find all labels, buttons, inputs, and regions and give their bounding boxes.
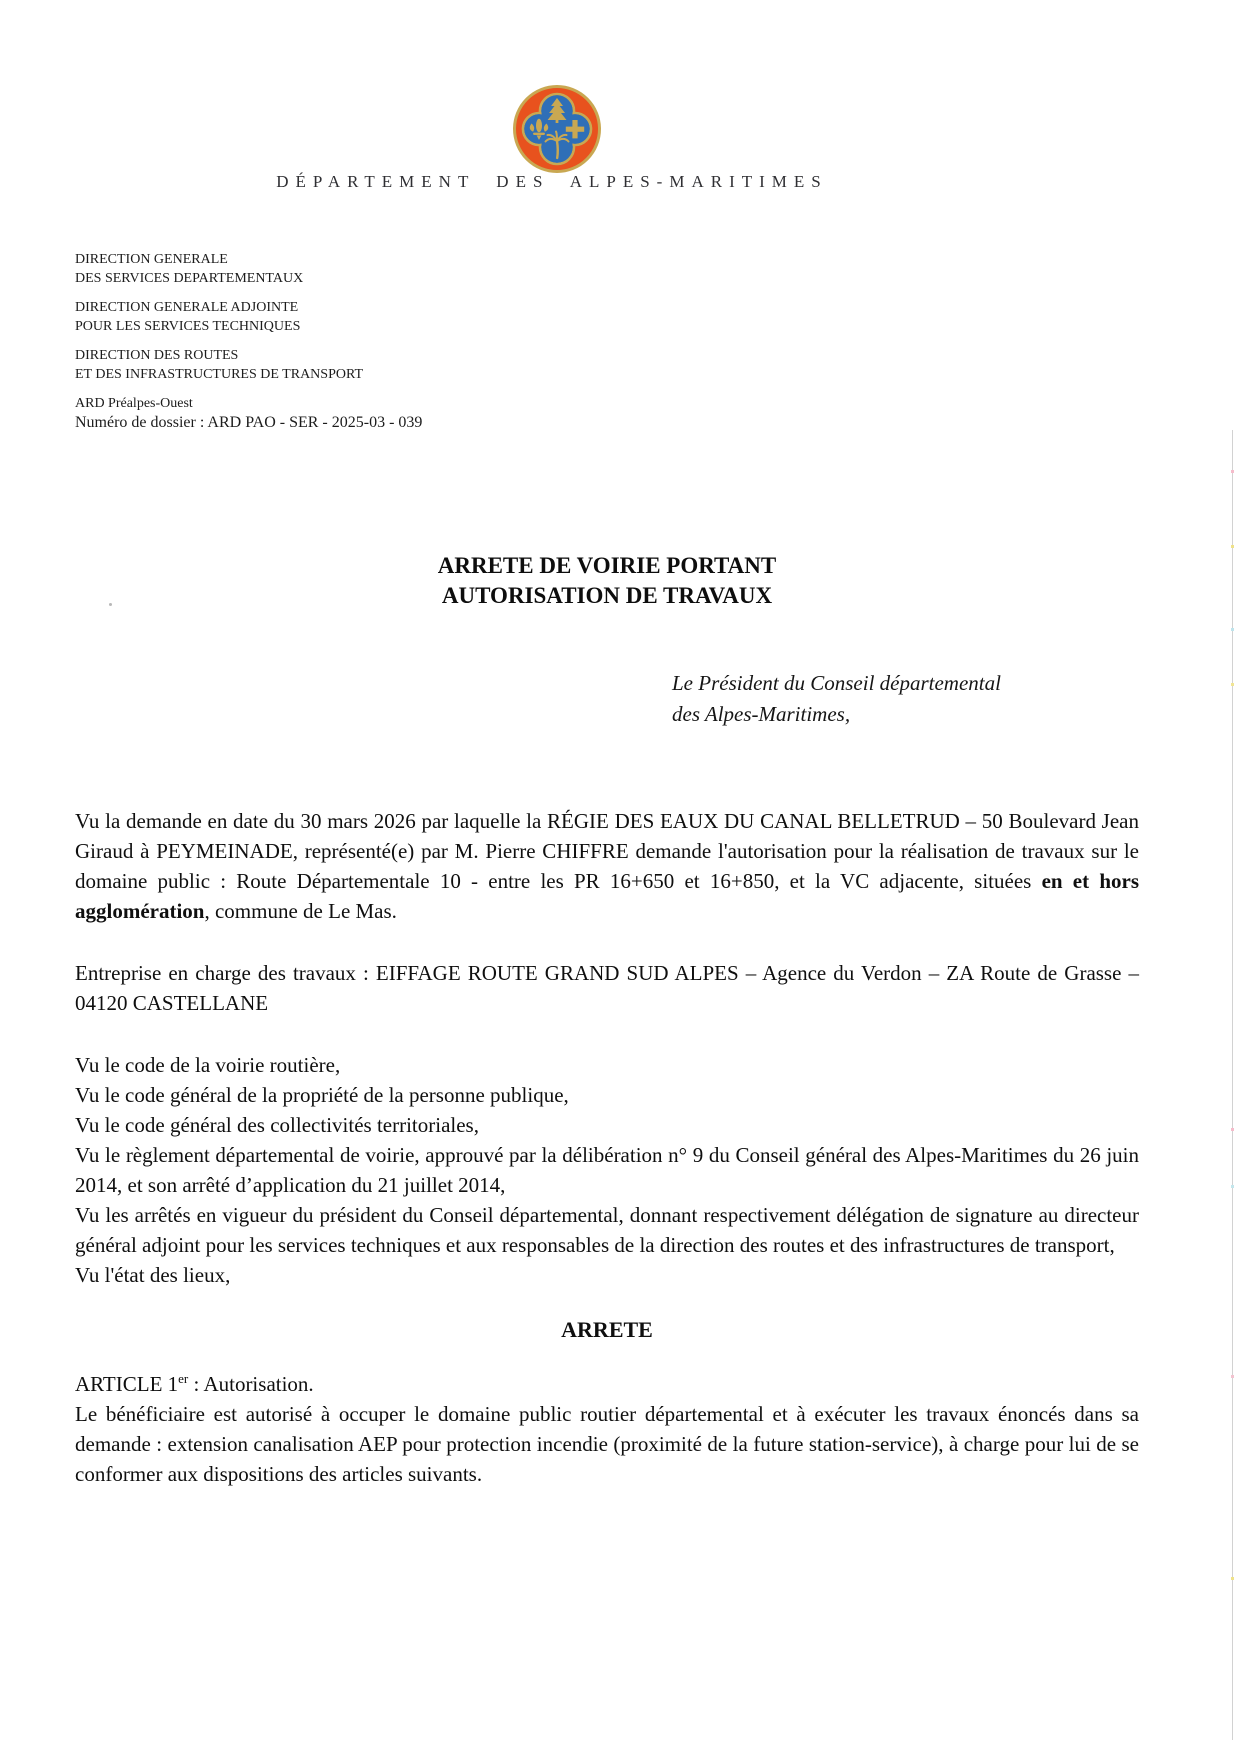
letterhead-block-direction-routes bbox=[75, 346, 535, 384]
article1-label-superscript: er bbox=[178, 1371, 189, 1386]
scan-artifact bbox=[1231, 1185, 1234, 1188]
letterhead-line: DIRECTION GENERALE ADJOINTE bbox=[75, 300, 299, 315]
request-paragraph bbox=[75, 806, 1139, 926]
scan-artifact bbox=[1231, 1577, 1234, 1580]
letterhead-block-direction-generale bbox=[75, 250, 535, 288]
letterhead-line: POUR LES SERVICES TECHNIQUES bbox=[75, 319, 301, 334]
salutation-line1: Le Président du Conseil départemental bbox=[672, 671, 1001, 695]
dossier-number: Numéro de dossier : ARD PAO - SER - 2025-03 - 039 bbox=[75, 414, 423, 431]
vu-item: Vu le code de la voirie routière, bbox=[75, 1053, 341, 1077]
article1-label-suffix: : Autorisation. bbox=[188, 1372, 314, 1396]
scan-page-edge-line bbox=[1232, 430, 1233, 1740]
vu-item: Vu l'état des lieux, bbox=[75, 1263, 231, 1287]
vu-item: Vu le code général des collectivités territoriales, bbox=[75, 1113, 479, 1137]
vu-block bbox=[75, 1050, 1139, 1290]
department-emblem bbox=[512, 84, 602, 174]
request-paragraph-bold: en et hors agglomération bbox=[75, 869, 1139, 923]
scan-artifact bbox=[1231, 683, 1234, 686]
body-text bbox=[75, 806, 1139, 1489]
vu-item: Vu le code général de la propriété de la personne publique, bbox=[75, 1083, 569, 1107]
document-title-line1: ARRETE DE VOIRIE PORTANT bbox=[437, 553, 777, 578]
document-title-line2: AUTORISATION DE TRAVAUX bbox=[441, 583, 773, 608]
request-paragraph-pre: Vu la demande en date du 30 mars 2026 par laquelle la RÉGIE DES EAUX DU CANAL BELLETRUD – 50 Boulevard Jean Giraud à PEYMEINADE, représenté(e) par M. Pierre CHIFFRE demande l'autorisation pour la réalisation de travaux sur le domaine public : Route Départementale 10 - entre les PR 16+650 et 16+850, et la VC adjacente, situées bbox=[75, 809, 1139, 893]
article1-label-prefix: ARTICLE 1 bbox=[75, 1372, 179, 1396]
letterhead-line: ET DES INFRASTRUCTURES DE TRANSPORT bbox=[75, 367, 364, 382]
document-title bbox=[75, 551, 1139, 611]
salutation bbox=[672, 668, 1132, 730]
scan-artifact bbox=[1231, 1375, 1234, 1378]
scan-artifact bbox=[1231, 545, 1234, 548]
department-name: DÉPARTEMENT DES ALPES-MARITIMES bbox=[276, 172, 828, 191]
contractor-paragraph: Entreprise en charge des travaux : EIFFAGE ROUTE GRAND SUD ALPES – Agence du Verdon – ZA Route de Grasse – 04120 CASTELLANE bbox=[75, 961, 1139, 1015]
letterhead-line: DES SERVICES DEPARTEMENTAUX bbox=[75, 271, 304, 286]
letterhead bbox=[75, 250, 535, 433]
vu-item: Vu les arrêtés en vigueur du président du Conseil départemental, donnant respectivement délégation de signature au directeur général adjoint pour les services techniques et aux responsables de la direction des routes et des infrastructures de transport, bbox=[75, 1203, 1139, 1257]
letterhead-line: DIRECTION GENERALE bbox=[75, 252, 228, 267]
request-paragraph-post: , commune de Le Mas. bbox=[204, 899, 397, 923]
vu-item: Vu le règlement départemental de voirie, approuvé par la délibération n° 9 du Conseil général des Alpes-Maritimes du 26 juin 2014, et son arrêté d’application du 21 juillet 2014, bbox=[75, 1143, 1139, 1197]
department-emblem-icon bbox=[512, 84, 602, 174]
letterhead-line: DIRECTION DES ROUTES bbox=[75, 348, 239, 363]
letterhead-block-dga-services-techniques bbox=[75, 298, 535, 336]
scan-speck bbox=[109, 603, 112, 606]
scan-artifact bbox=[1231, 1128, 1234, 1131]
scan-artifact bbox=[1231, 628, 1234, 631]
salutation-line2: des Alpes-Maritimes, bbox=[672, 702, 851, 726]
article1-body: Le bénéficiaire est autorisé à occuper le domaine public routier départemental et à exécuter les travaux énoncés dans sa demande : extension canalisation AEP pour protection incendie (proximité de la future station-service), à charge pour lui de se conformer aux dispositions des articles suivants. bbox=[75, 1402, 1139, 1486]
article1-label bbox=[75, 1369, 1139, 1399]
service-name: ARD Préalpes-Ouest bbox=[75, 396, 193, 411]
arrete-heading: ARRETE bbox=[561, 1317, 653, 1342]
scan-artifact bbox=[1231, 470, 1234, 473]
